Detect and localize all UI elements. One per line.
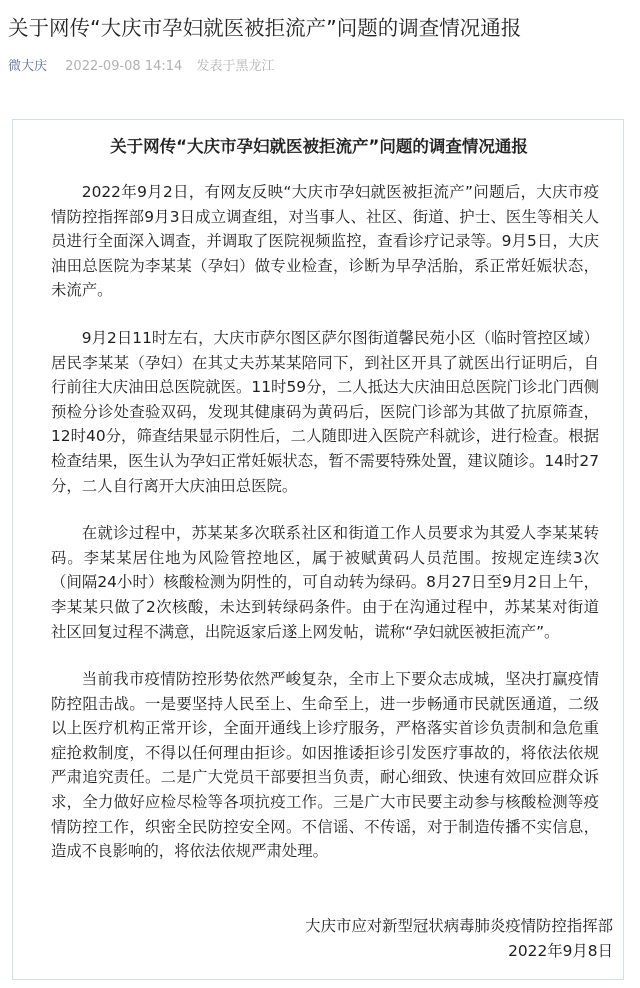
article-meta — [8, 57, 274, 77]
notice-paragraph: 当前我市疫情防控形势依然严峻复杂，全市上下要众志成城，坚决打赢疫情防控阻击战。一是要坚持人民至上、生命至上，进一步畅通市民就医通道，二级以上医疗机构正常开诊，全面开通线上诊疗服务，严格落实首诊负责制和急危重症抢救制度，不得以任何理由拒诊。如因推诿拒诊引发医疗事故的，将依法依规严肃追究责任。二是广大党员干部要担当负责，耐心细致、快速有效回应群众诉求，全力做好应检尽检等各项抗疫工作。三是广大市民要主动参与核酸检测等疫情防控工作，织密全民防控安全网。不信谣、不传谣，对于制造传播不实信息，造成不良影响的，将依法依规严肃处理。 — [51, 670, 599, 861]
notice-paragraph: 9月2日11时左右，大庆市萨尔图区萨尔图街道馨民苑小区（临时管控区域）居民李某某（孕妇）在其丈夫苏某某陪同下，到社区开具了就医出行证明后，自行前往大庆油田总医院就医。11时59分，二人抵达大庆油田总医院门诊北门西侧预检分诊处查验双码，发现其健康码为黄码后，医院门诊部为其做了抗原筛查，12时40分，筛查结果显示阴性后，二人随即进入医院产科就诊，进行检查。根据检查结果，医生认为孕妇正常妊娠状态，暂不需要特殊处置，建议随诊。14时27分，二人自行离开大庆油田总医院。 — [51, 328, 599, 495]
signature-date: 2022年9月8日 — [508, 941, 613, 960]
notice-body — [51, 180, 599, 887]
signature-organization: 大庆市应对新型冠状病毒肺炎疫情防控指挥部 — [305, 917, 613, 935]
notice-signature — [305, 914, 613, 963]
notice-paragraph: 在就诊过程中，苏某某多次联系社区和街道工作人员要求为其爱人李某某转码。李某某居住地为风险管控地区，属于被赋黄码人员范围。按规定连续3次（间隔24小时）核酸检测为阴性的，可自动转为绿码。8月27日至9月2日上午，李某某只做了2次核酸，未达到转绿码条件。由于在沟通过程中，苏某某对街道社区回复过程不满意，出院返家后遂上网发帖，谎称“孕妇就医被拒流产”。 — [51, 524, 599, 641]
publish-datetime: 2022-09-08 14:14 — [65, 59, 183, 74]
page-title: 关于网传“大庆市孕妇就医被拒流产”问题的调查情况通报 — [8, 16, 522, 40]
publish-location: 发表于黑龙江 — [196, 59, 275, 74]
notice-heading: 关于网传“大庆市孕妇就医被拒流产”问题的调查情况通报 — [110, 137, 528, 156]
account-name-link[interactable]: 微大庆 — [8, 59, 48, 74]
notice-image — [12, 119, 624, 980]
notice-paragraph: 2022年9月2日，有网友反映“大庆市孕妇就医被拒流产”问题后，大庆市疫情防控指挥部9月3日成立调查组，对当事人、社区、街道、护士、医生等相关人员进行全面深入调查，并调取了医院视频监控，查看诊疗记录等。9月5日，大庆油田总医院为李某某（孕妇）做专业检查，诊断为早孕活胎，系正常妊娠状态，未流产。 — [51, 183, 599, 300]
